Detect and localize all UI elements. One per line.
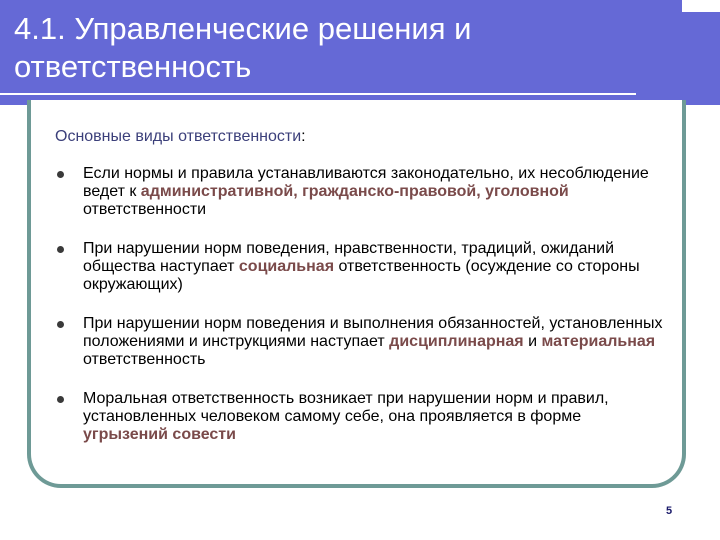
subtitle-colon: : — [301, 128, 306, 145]
item-text: При нарушении норм поведения, нравственности, традиций, ожиданий общества наступает — [83, 240, 615, 275]
item-text: Если нормы и правила устанавливаются законодательно, их несоблюдение ведет к — [83, 165, 649, 200]
item-text: и — [523, 333, 542, 350]
list-item — [55, 240, 665, 294]
item-text: ответственность — [83, 351, 206, 368]
item-highlight: дисциплинарная — [389, 333, 524, 350]
list-item — [55, 165, 665, 219]
subtitle-text: Основные виды ответственности — [55, 128, 302, 145]
item-highlight: материальная — [541, 333, 656, 350]
title-underline — [0, 93, 636, 95]
bullet-icon — [57, 171, 64, 178]
bullet-icon — [57, 246, 64, 253]
bullet-icon — [57, 321, 64, 328]
bullet-icon — [57, 396, 64, 403]
item-highlight: угрызений совести — [83, 426, 236, 443]
item-text: ответственность (осуждение со стороны окружающих) — [83, 258, 640, 293]
responsibility-list — [55, 165, 665, 444]
slide-title-line-2: ответственность — [14, 49, 252, 84]
item-text: ответственности — [83, 201, 207, 218]
item-highlight: социальная — [238, 258, 335, 275]
slide-title — [14, 10, 654, 86]
item-text: При нарушении норм поведения и выполнения обязанностей, установленных положениями и инструкциями наступает — [83, 315, 663, 350]
page-number: 5 — [666, 505, 673, 517]
section-subtitle — [55, 128, 665, 146]
list-item — [55, 315, 665, 369]
item-highlight: административной, гражданско-правовой, уголовной — [140, 183, 569, 200]
slide-content — [55, 128, 665, 465]
item-text: Моральная ответственность возникает при нарушении норм и правил, установленных человеком самому себе, она проявляется в форме — [83, 390, 609, 425]
list-item — [55, 390, 665, 444]
slide-title-line-1: 4.1. Управленческие решения и — [14, 11, 472, 46]
title-notch — [682, 0, 720, 12]
